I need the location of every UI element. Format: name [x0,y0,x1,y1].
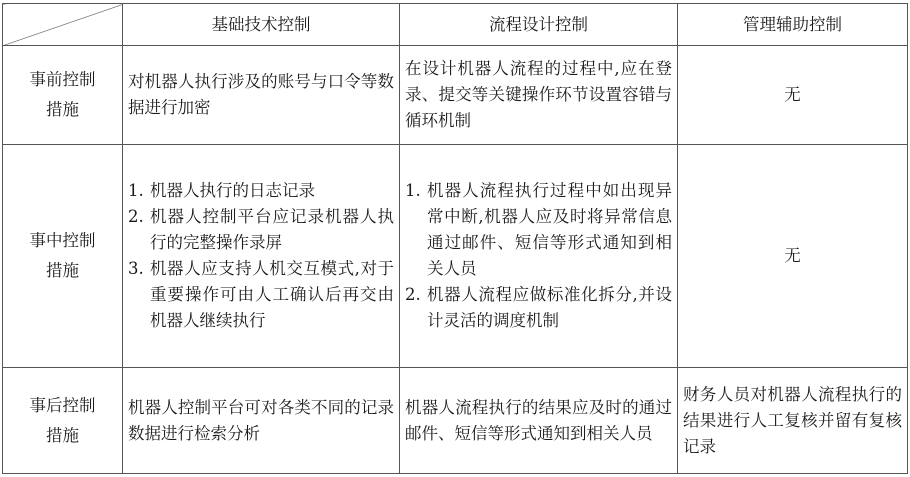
cell-during-basic [123,145,400,368]
list-item: 3. 机器人应支持人机交互模式,对于重要操作可由人工确认后再交由机器人继续执行 [128,259,394,330]
cell-after-management: 财务人员对机器人流程执行的结果进行人工复核并留有复核记录 [678,368,908,474]
cell-during-process [400,145,678,368]
column-header-basic: 基础技术控制 [123,4,400,46]
diagonal-corner-cell [3,4,123,46]
row-header-during: 事中控制 措施 [3,145,123,368]
during-basic-list [128,178,394,334]
cell-after-basic: 机器人控制平台可对各类不同的记录数据进行检索分析 [123,368,400,474]
table-row-after [3,368,908,474]
cell-before-process: 在设计机器人流程的过程中,应在登录、提交等关键操作环节设置容错与循环机制 [400,46,678,145]
list-item: 2. 机器人控制平台应记录机器人执行的完整操作录屏 [128,207,394,252]
list-item: 1. 机器人执行的日志记录 [128,181,315,200]
column-header-management: 管理辅助控制 [678,4,908,46]
row-header-after: 事后控制 措施 [3,368,123,474]
header-row [3,4,908,46]
control-measures-table [2,3,908,474]
during-process-list [405,178,672,334]
list-item: 1. 机器人流程执行过程中如出现异常中断,机器人应及时将异常信息通过邮件、短信等形式通知到相关人员 [405,181,672,278]
cell-before-management: 无 [678,46,908,145]
column-header-process: 流程设计控制 [400,4,678,46]
row-header-before: 事前控制 措施 [3,46,123,145]
cell-after-process: 机器人流程执行的结果应及时的通过邮件、短信等形式通知到相关人员 [400,368,678,474]
list-item: 2. 机器人流程应做标准化拆分,并设计灵活的调度机制 [405,285,672,330]
cell-before-basic: 对机器人执行涉及的账号与口令等数据进行加密 [123,46,400,145]
table-row-during [3,145,908,368]
cell-during-management: 无 [678,145,908,368]
table-row-before [3,46,908,145]
